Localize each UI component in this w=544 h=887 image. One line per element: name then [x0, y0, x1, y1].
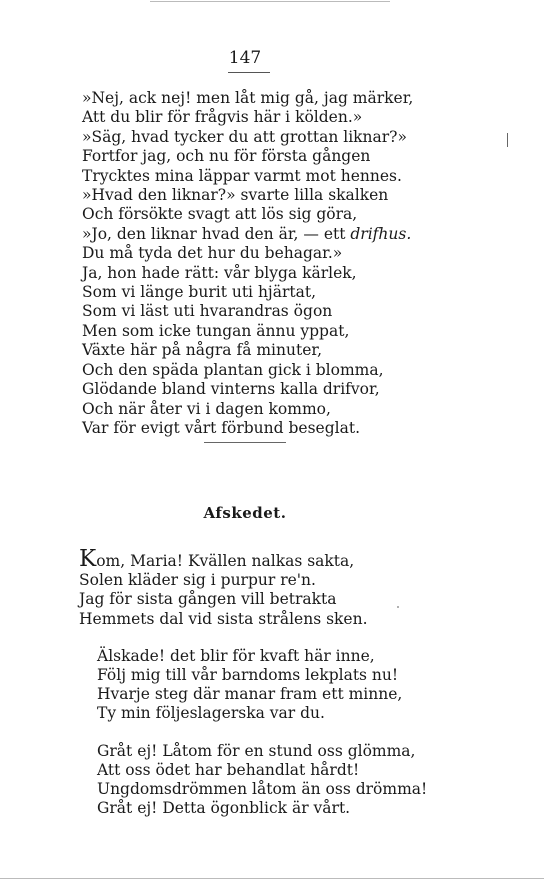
poem-continuation: [82, 89, 432, 438]
poem-line: Hemmets dal vid sista strålens sken.: [79, 609, 368, 628]
poem-line: Att du blir för frågvis här i kölden.»: [82, 108, 363, 127]
poem-line: Som vi läst uti hvarandras ögon: [82, 302, 333, 321]
poem-line: Du må tyda det hur du behagar.»: [82, 244, 343, 263]
poem-line: Gråt ej! Detta ögonblick är vårt.: [97, 799, 351, 818]
poem-line-with-italic: [82, 225, 432, 244]
stanza: [79, 742, 439, 819]
page-number: 147: [228, 48, 262, 68]
italic-word: drifhus.: [350, 224, 412, 243]
margin-mark: [507, 133, 508, 147]
poem-line: Växte här på några få minuter,: [82, 341, 323, 360]
top-edge-rule: [150, 1, 390, 2]
poem-line: Ungdomsdrömmen låtom än oss drömma!: [97, 780, 428, 799]
poem-line: Men som icke tungan ännu yppat,: [82, 321, 350, 340]
poem-line: Fortfor jag, och nu för första gången: [82, 147, 371, 166]
paper-speck: [397, 606, 399, 608]
poem-line: Solen kläder sig i purpur re'n.: [79, 571, 316, 590]
poem-line: Och när åter vi i dagen kommo,: [82, 399, 331, 418]
poem-line: Glödande bland vinterns kalla drifvor,: [82, 380, 380, 399]
poem-line: Hvarje steg där manar fram ett minne,: [97, 685, 403, 704]
bottom-edge-rule: [0, 878, 544, 879]
poem-line: Ja, hon hade rätt: vår blyga kärlek,: [82, 263, 357, 282]
poem-line: »Säg, hvad tycker du att grottan liknar?»: [82, 127, 407, 146]
poem-line: »Hvad den liknar?» svarte lilla skalken: [82, 186, 389, 205]
poem-line: Och försökte svagt att lös sig göra,: [82, 205, 358, 224]
stanza: [79, 647, 439, 724]
poem-line: Var för evigt vårt förbund beseglat.: [82, 418, 360, 437]
poem-line: Ty min följeslagerska var du.: [97, 704, 325, 723]
poem-line: Trycktes mina läppar varmt mot hennes.: [82, 166, 402, 185]
poem-afskedet: [79, 546, 439, 836]
dropcap: K: [79, 546, 97, 572]
poem-line: Jag för sista gången vill betrakta: [79, 590, 337, 609]
poem-line: »Nej, ack nej! men låt mig gå, jag märker,: [82, 89, 414, 107]
poem-line: Som vi länge burit uti hjärtat,: [82, 283, 317, 302]
section-divider: [204, 442, 286, 443]
poem-line-first: [79, 546, 439, 572]
poem-line: Gråt ej! Låtom för en stund oss glömma,: [97, 741, 416, 760]
page-number-rule: [228, 72, 270, 73]
poem-title: Afskedet.: [203, 504, 287, 522]
poem-line: Älskade! det blir för kvaft här inne,: [97, 646, 375, 665]
poem-line-text: om, Maria! Kvällen nalkas sakta,: [96, 552, 355, 570]
poem-line: Och den späda plantan gick i blomma,: [82, 360, 384, 379]
stanza: [79, 546, 439, 629]
poem-line: Att oss ödet har behandlat hårdt!: [97, 760, 360, 779]
poem-line: Följ mig till vår barndoms lekplats nu!: [97, 666, 399, 685]
poem-line-text: »Jo, den liknar hvad den är, — ett: [82, 224, 351, 243]
